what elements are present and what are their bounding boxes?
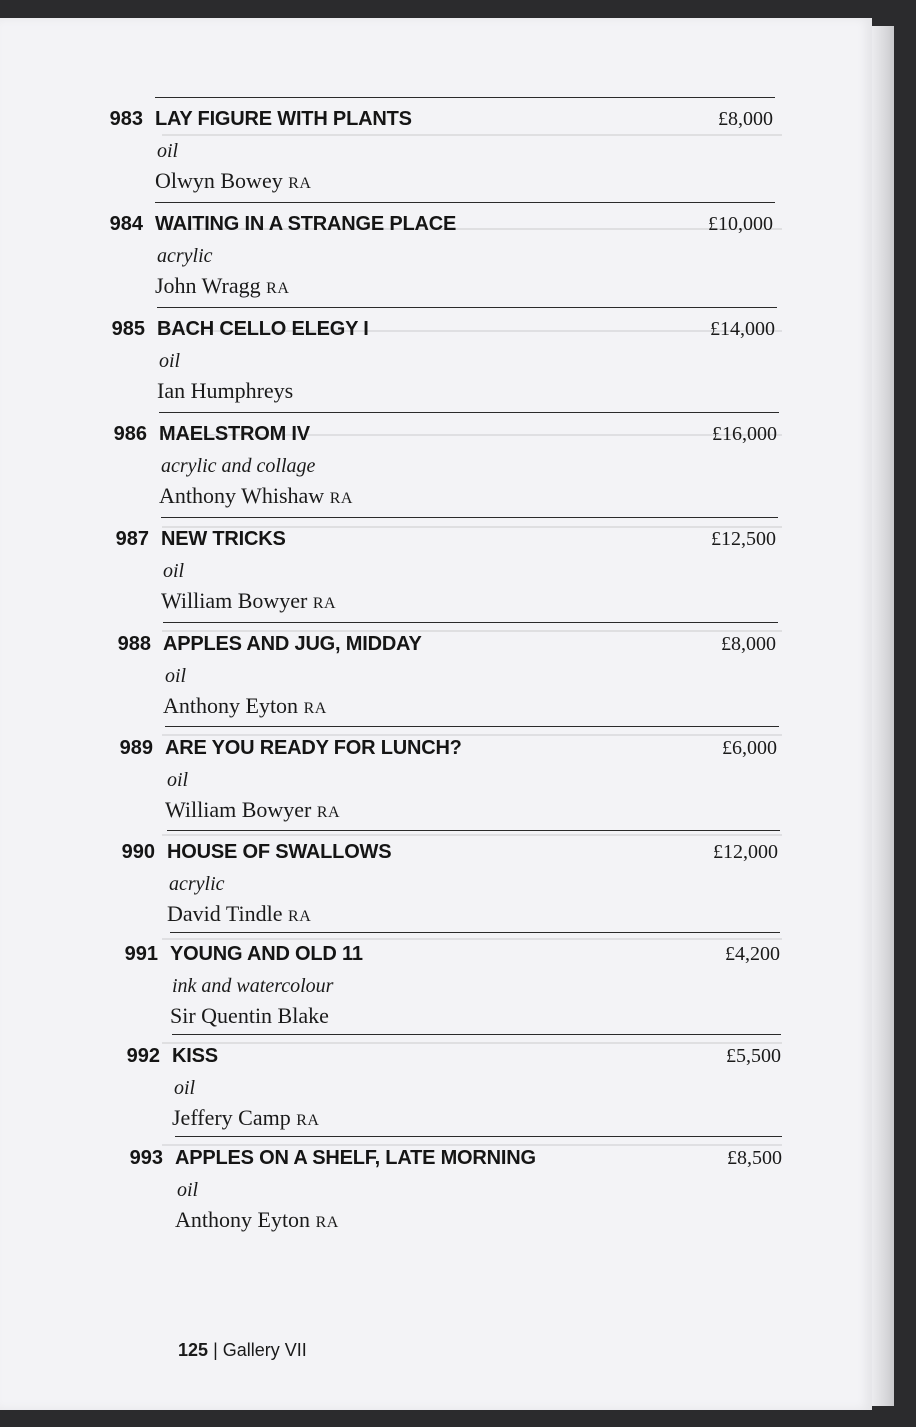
entry-price: £14,000 xyxy=(710,318,775,340)
entry-number: 992 xyxy=(126,1045,160,1067)
artist-suffix: RA xyxy=(316,804,341,821)
entry-medium: oil xyxy=(165,665,187,687)
entry-artist: Anthony Whishaw RA xyxy=(159,483,353,508)
entry-title: YOUNG AND OLD 11 xyxy=(170,943,363,965)
catalogue-entry xyxy=(109,202,775,307)
catalogue-entry xyxy=(113,412,779,517)
catalogue-entry xyxy=(109,97,775,202)
entry-price: £4,200 xyxy=(725,943,780,965)
entry-number: 993 xyxy=(129,1147,163,1169)
catalogue-entry xyxy=(124,932,780,1035)
catalogue-entry xyxy=(129,1136,782,1247)
entry-medium: oil xyxy=(159,350,181,372)
entry-price: £6,000 xyxy=(722,737,777,759)
artist-suffix: RA xyxy=(296,1112,320,1129)
entry-title: ARE YOU READY FOR LUNCH? xyxy=(165,737,462,759)
page-number: 125 xyxy=(178,1340,209,1360)
entry-title: APPLES AND JUG, MIDDAY xyxy=(163,633,422,655)
artist-suffix: RA xyxy=(315,1214,339,1231)
catalogue-entry xyxy=(119,726,779,831)
entry-medium: ink and watercolour xyxy=(172,975,334,997)
artist-suffix: RA xyxy=(303,700,327,717)
entry-price: £12,000 xyxy=(713,841,778,863)
entry-price: £10,000 xyxy=(708,213,773,235)
entry-number: 989 xyxy=(119,737,153,759)
entry-number: 990 xyxy=(121,841,155,863)
entry-artist: David Tindle RA xyxy=(167,901,312,926)
entry-artist: Jeffery Camp RA xyxy=(172,1105,320,1130)
entry-number: 987 xyxy=(115,528,149,550)
entry-price: £12,500 xyxy=(711,528,776,550)
entry-medium: oil xyxy=(157,140,179,162)
artist-suffix: RA xyxy=(312,595,337,612)
entry-medium: oil xyxy=(177,1179,199,1201)
artist-suffix: RA xyxy=(266,280,290,297)
artist-suffix: RA xyxy=(329,490,353,507)
entry-artist: William Bowyer RA xyxy=(161,588,337,613)
entry-title: HOUSE OF SWALLOWS xyxy=(167,841,392,863)
entry-title: APPLES ON A SHELF, LATE MORNING xyxy=(175,1147,536,1169)
entry-number: 986 xyxy=(113,423,147,445)
footer-separator: | xyxy=(213,1340,218,1360)
entry-medium: oil xyxy=(167,769,189,791)
entry-medium: acrylic xyxy=(157,245,213,267)
entry-title: BACH CELLO ELEGY I xyxy=(157,318,369,340)
entry-medium: oil xyxy=(174,1077,196,1099)
page-edge xyxy=(872,26,894,1406)
artist-suffix: RA xyxy=(288,175,312,192)
entry-number: 984 xyxy=(109,213,143,235)
entry-medium: oil xyxy=(163,560,185,582)
catalogue-entry xyxy=(111,307,777,412)
entry-artist: Anthony Eyton RA xyxy=(163,693,327,718)
catalogue-entry xyxy=(115,517,778,622)
entry-artist: Anthony Eyton RA xyxy=(175,1207,339,1232)
entry-price: £16,000 xyxy=(712,423,777,445)
entry-title: NEW TRICKS xyxy=(161,528,286,550)
page-footer xyxy=(178,1340,307,1361)
catalogue-entry xyxy=(126,1034,781,1137)
entry-title: LAY FIGURE WITH PLANTS xyxy=(155,108,412,130)
entry-number: 991 xyxy=(124,943,158,965)
entry-title: MAELSTROM IV xyxy=(159,423,310,445)
entry-medium: acrylic and collage xyxy=(161,455,316,477)
entry-artist: John Wragg RA xyxy=(155,273,290,298)
artist-suffix: RA xyxy=(288,908,312,925)
entry-artist: Sir Quentin Blake xyxy=(170,1003,329,1028)
entry-number: 988 xyxy=(117,633,151,655)
entry-title: KISS xyxy=(172,1045,218,1067)
entry-price: £5,500 xyxy=(726,1045,781,1067)
entry-number: 983 xyxy=(109,108,143,130)
entry-medium: acrylic xyxy=(169,873,225,895)
entry-price: £8,000 xyxy=(718,108,773,130)
catalogue-entry xyxy=(121,830,780,935)
entry-number: 985 xyxy=(111,318,145,340)
catalogue-entries xyxy=(0,18,872,1410)
entry-artist: Ian Humphreys xyxy=(157,378,294,403)
entry-title: WAITING IN A STRANGE PLACE xyxy=(155,213,457,235)
catalogue-entry xyxy=(117,622,778,727)
catalogue-page xyxy=(0,18,872,1410)
entry-price: £8,500 xyxy=(727,1147,782,1169)
entry-artist: William Bowyer RA xyxy=(165,797,341,822)
entry-price: £8,000 xyxy=(721,633,776,655)
entry-artist: Olwyn Bowey RA xyxy=(155,168,312,193)
gallery-name: Gallery VII xyxy=(222,1340,307,1360)
